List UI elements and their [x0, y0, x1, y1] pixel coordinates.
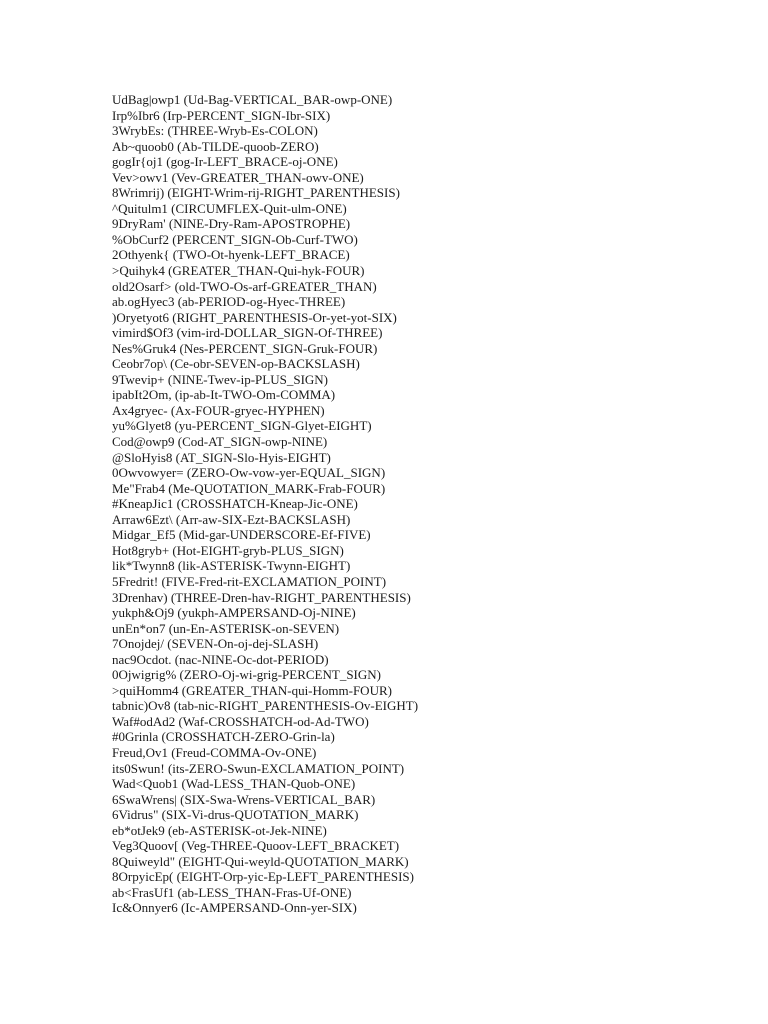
password-line: Veg3Quoov[ (Veg-THREE-Quoov-LEFT_BRACKET) [112, 838, 400, 854]
password-line: Vev>owv1 (Vev-GREATER_THAN-owv-ONE) [112, 169, 364, 185]
password-line: 7Onojdej/ (SEVEN-On-oj-dej-SLASH) [112, 636, 319, 652]
password-line: ipabIt2Om, (ip-ab-It-TWO-Om-COMMA) [112, 387, 336, 403]
password-line: old2Osarf> (old-TWO-Os-arf-GREATER_THAN) [112, 278, 377, 294]
password-line: 8Wrimrij) (EIGHT-Wrim-rij-RIGHT_PARENTHESIS) [112, 185, 400, 201]
password-line: 8OrpyicEp( (EIGHT-Orp-yic-Ep-LEFT_PARENTHESIS) [112, 869, 414, 885]
password-line: Wad<Quob1 (Wad-LESS_THAN-Quob-ONE) [112, 776, 356, 792]
password-line: 6Vidrus" (SIX-Vi-drus-QUOTATION_MARK) [112, 807, 359, 823]
password-line: ab.ogHyec3 (ab-PERIOD-og-Hyec-THREE) [112, 294, 346, 310]
password-line: )Oryetyot6 (RIGHT_PARENTHESIS-Or-yet-yot-SIX) [112, 309, 397, 325]
password-line: 3WrybEs: (THREE-Wryb-Es-COLON) [112, 123, 318, 139]
password-line: 3Drenhav) (THREE-Dren-hav-RIGHT_PARENTHESIS) [112, 589, 411, 605]
password-line: 0Ojwigrig% (ZERO-Oj-wi-grig-PERCENT_SIGN) [112, 667, 381, 683]
password-line: 9Twevip+ (NINE-Twev-ip-PLUS_SIGN) [112, 371, 329, 387]
password-line: eb*otJek9 (eb-ASTERISK-ot-Jek-NINE) [112, 822, 327, 838]
password-line: 9DryRam' (NINE-Dry-Ram-APOSTROPHE) [112, 216, 351, 232]
password-line: >quiHomm4 (GREATER_THAN-qui-Homm-FOUR) [112, 682, 392, 698]
password-line: >Quihyk4 (GREATER_THAN-Qui-hyk-FOUR) [112, 263, 365, 279]
password-line: Midgar_Ef5 (Mid-gar-UNDERSCORE-Ef-FIVE) [112, 527, 371, 543]
password-line: unEn*on7 (un-En-ASTERISK-on-SEVEN) [112, 620, 340, 636]
password-line: its0Swun! (its-ZERO-Swun-EXCLAMATION_POINT) [112, 760, 405, 776]
password-line: yukph&Oj9 (yukph-AMPERSAND-Oj-NINE) [112, 605, 356, 621]
password-line: yu%Glyet8 (yu-PERCENT_SIGN-Glyet-EIGHT) [112, 418, 372, 434]
password-line: Ic&Onnyer6 (Ic-AMPERSAND-Onn-yer-SIX) [112, 900, 357, 916]
password-line: 6SwaWrens| (SIX-Swa-Wrens-VERTICAL_BAR) [112, 791, 376, 807]
password-line: gogIr{oj1 (gog-Ir-LEFT_BRACE-oj-ONE) [112, 154, 338, 170]
password-line: Ceobr7op\ (Ce-obr-SEVEN-op-BACKSLASH) [112, 356, 360, 372]
password-line: Hot8gryb+ (Hot-EIGHT-gryb-PLUS_SIGN) [112, 542, 344, 558]
password-line: Me"Frab4 (Me-QUOTATION_MARK-Frab-FOUR) [112, 480, 386, 496]
password-line: nac9Ocdot. (nac-NINE-Oc-dot-PERIOD) [112, 651, 329, 667]
password-line: 0Owvowyer= (ZERO-Ow-vow-yer-EQUAL_SIGN) [112, 465, 386, 481]
password-line: tabnic)Ov8 (tab-nic-RIGHT_PARENTHESIS-Ov-EIGHT) [112, 698, 419, 714]
password-line: Nes%Gruk4 (Nes-PERCENT_SIGN-Gruk-FOUR) [112, 340, 378, 356]
password-line: Ax4gryec- (Ax-FOUR-gryec-HYPHEN) [112, 402, 325, 418]
password-line: #0Grinla (CROSSHATCH-ZERO-Grin-la) [112, 729, 335, 745]
password-line: Arraw6Ezt\ (Arr-aw-SIX-Ezt-BACKSLASH) [112, 511, 351, 527]
password-line: Ab~quoob0 (Ab-TILDE-quoob-ZERO) [112, 138, 319, 154]
password-line: lik*Twynn8 (lik-ASTERISK-Twynn-EIGHT) [112, 558, 351, 574]
password-list [112, 92, 418, 916]
password-line: #KneapJic1 (CROSSHATCH-Kneap-Jic-ONE) [112, 496, 358, 512]
password-line: 8Quiweyld" (EIGHT-Qui-weyld-QUOTATION_MARK) [112, 853, 409, 869]
password-line: %ObCurf2 (PERCENT_SIGN-Ob-Curf-TWO) [112, 231, 358, 247]
password-line: UdBag|owp1 (Ud-Bag-VERTICAL_BAR-owp-ONE) [112, 92, 393, 107]
password-line: Irp%Ibr6 (Irp-PERCENT_SIGN-Ibr-SIX) [112, 107, 331, 123]
password-line: ab<FrasUf1 (ab-LESS_THAN-Fras-Uf-ONE) [112, 884, 352, 900]
password-line: Freud,Ov1 (Freud-COMMA-Ov-ONE) [112, 744, 317, 760]
password-line: Waf#odAd2 (Waf-CROSSHATCH-od-Ad-TWO) [112, 713, 369, 729]
password-line: ^Quitulm1 (CIRCUMFLEX-Quit-ulm-ONE) [112, 200, 347, 216]
password-line: 2Othyenk{ (TWO-Ot-hyenk-LEFT_BRACE) [112, 247, 350, 263]
password-line: @SloHyis8 (AT_SIGN-Slo-Hyis-EIGHT) [112, 449, 331, 465]
password-line: Cod@owp9 (Cod-AT_SIGN-owp-NINE) [112, 434, 328, 450]
password-line: 5Fredrit! (FIVE-Fred-rit-EXCLAMATION_POINT) [112, 573, 387, 589]
password-line: vimird$Of3 (vim-ird-DOLLAR_SIGN-Of-THREE) [112, 325, 383, 341]
